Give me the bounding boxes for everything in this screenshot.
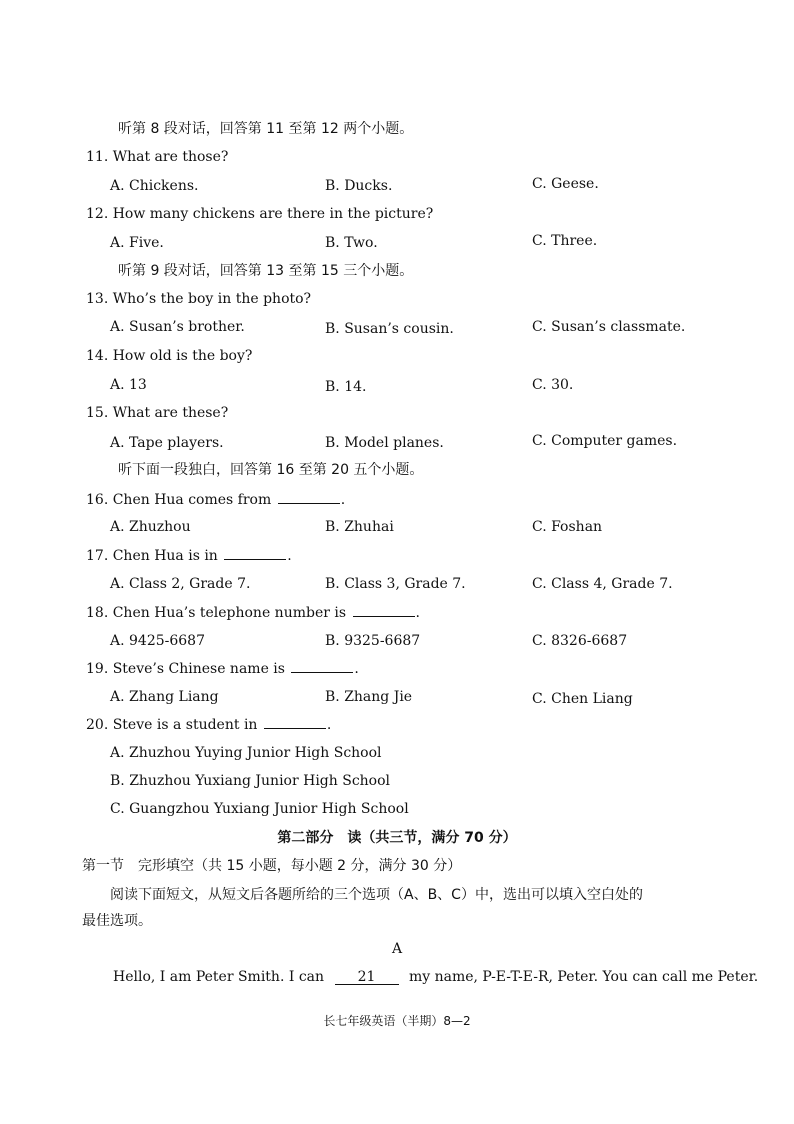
- q12-option-b: B. Two.: [325, 235, 378, 251]
- q20-option-a: A. Zhuzhou Yuying Junior High School: [110, 745, 382, 761]
- q19-stem: 19. Steve’s Chinese name is: [86, 661, 285, 677]
- instruction-dialogue-9: 听第 9 段对话，回答第 13 至第 15 三个小题。: [118, 263, 414, 279]
- reading-instruction-line1: 阅读下面短文，从短文后各题所给的三个选项（A、B、C）中，选出可以填入空白处的: [110, 887, 643, 903]
- passage-text-after: my name, P-E-T-E-R, Peter. You can call me Peter.: [408, 969, 759, 985]
- q17-stem: 17. Chen Hua is in: [86, 548, 218, 564]
- q19-option-a: A. Zhang Liang: [110, 689, 219, 705]
- question-15: 15. What are these?: [86, 405, 229, 421]
- q17-option-c: C. Class 4, Grade 7.: [532, 576, 673, 592]
- q19-answer-blank: [291, 660, 353, 673]
- q12-option-a: A. Five.: [110, 235, 164, 251]
- q19-option-c: C. Chen Liang: [532, 691, 633, 707]
- passage-text-before: Hello, I am Peter Smith. I can: [113, 969, 325, 985]
- q16-stem: 16. Chen Hua comes from: [86, 492, 272, 508]
- question-12: 12. How many chickens are there in the picture?: [86, 206, 434, 222]
- section-one-title: 第一节 完形填空（共 15 小题，每小题 2 分，满分 30 分）: [82, 858, 462, 874]
- q18-option-a: A. 9425-6687: [110, 633, 205, 649]
- instruction-monologue: 听下面一段独白，回答第 16 至第 20 五个小题。: [118, 462, 424, 478]
- passage-label: A: [391, 941, 403, 957]
- question-18: [86, 604, 420, 622]
- cloze-blank-21: 21: [335, 970, 399, 985]
- q16-answer-blank: [278, 491, 340, 504]
- q11-option-a: A. Chickens.: [110, 178, 199, 194]
- question-13: 13. Who’s the boy in the photo?: [86, 291, 312, 307]
- q11-option-c: C. Geese.: [532, 176, 599, 192]
- q14-option-c: C. 30.: [532, 377, 574, 393]
- q18-answer-blank: [353, 604, 415, 617]
- q14-option-a: A. 13: [110, 377, 147, 393]
- question-14: 14. How old is the boy?: [86, 348, 253, 364]
- q20-option-b: B. Zhuzhou Yuxiang Junior High School: [110, 773, 391, 789]
- q18-period: .: [415, 605, 420, 621]
- passage-first-line: [113, 968, 758, 986]
- question-11: 11. What are those?: [86, 149, 229, 165]
- q17-period: .: [287, 548, 292, 564]
- q16-option-c: C. Foshan: [532, 519, 603, 535]
- q17-option-a: A. Class 2, Grade 7.: [110, 576, 251, 592]
- q16-period: .: [340, 492, 346, 508]
- question-17: [86, 547, 292, 565]
- q15-option-b: B. Model planes.: [325, 435, 444, 451]
- q20-period: .: [326, 717, 332, 733]
- q18-option-c: C. 8326-6687: [532, 633, 628, 649]
- q16-option-b: B. Zhuhai: [325, 519, 394, 535]
- part-two-title: 第二部分 读（共三节，满分 70 分）: [277, 830, 517, 846]
- q13-option-a: A. Susan’s brother.: [110, 319, 245, 335]
- q18-stem: 18. Chen Hua’s telephone number is: [86, 605, 347, 621]
- q17-answer-blank: [224, 547, 286, 560]
- q15-option-c: C. Computer games.: [532, 433, 678, 449]
- q20-stem: 20. Steve is a student in: [86, 717, 258, 733]
- q19-period: .: [354, 661, 359, 677]
- instruction-dialogue-8: 听第 8 段对话，回答第 11 至第 12 两个小题。: [118, 121, 414, 137]
- q15-option-a: A. Tape players.: [110, 435, 224, 451]
- reading-instruction-line2: 最佳选项。: [82, 913, 152, 929]
- q16-option-a: A. Zhuzhou: [110, 519, 191, 535]
- q20-answer-blank: [264, 716, 326, 729]
- q13-option-b: B. Susan’s cousin.: [325, 321, 454, 337]
- q20-option-c: C. Guangzhou Yuxiang Junior High School: [110, 801, 409, 817]
- page-footer: 长七年级英语（半期）8—2: [323, 1014, 471, 1028]
- q12-option-c: C. Three.: [532, 233, 598, 249]
- question-16: [86, 491, 345, 509]
- q17-option-b: B. Class 3, Grade 7.: [325, 576, 466, 592]
- q19-option-b: B. Zhang Jie: [325, 689, 413, 705]
- q18-option-b: B. 9325-6687: [325, 633, 421, 649]
- q14-option-b: B. 14.: [325, 379, 367, 395]
- q11-option-b: B. Ducks.: [325, 178, 393, 194]
- question-19: [86, 660, 359, 678]
- q13-option-c: C. Susan’s classmate.: [532, 319, 686, 335]
- question-20: [86, 716, 331, 734]
